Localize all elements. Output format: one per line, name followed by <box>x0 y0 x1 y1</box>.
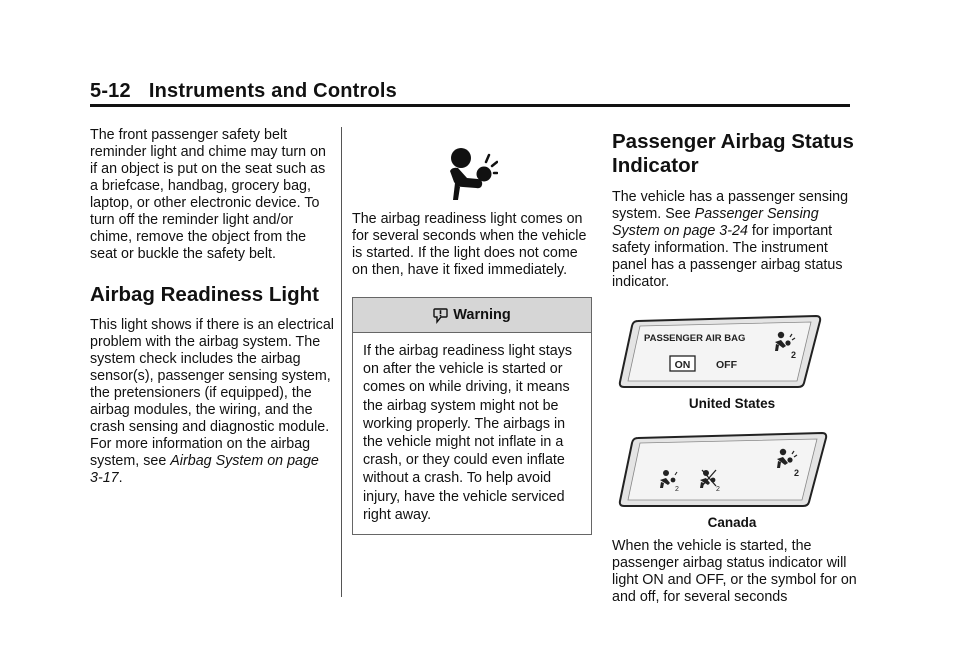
airbag-system-link[interactable]: Airbag System on page 3-17 <box>90 453 319 486</box>
us-seat-number: 2 <box>791 350 797 360</box>
column-divider <box>341 127 342 597</box>
section-title: Instruments and Controls <box>148 80 397 102</box>
column-middle <box>352 145 592 535</box>
warning-title: Warning <box>453 306 511 323</box>
us-status-panel <box>618 313 822 391</box>
canada-status-panel <box>618 430 828 510</box>
airbag-readiness-icon <box>446 145 498 203</box>
column-left <box>90 127 335 487</box>
warning-icon <box>433 307 448 324</box>
readiness-light-paragraph: The airbag readiness light comes on for several seconds when the vehicle is started. If the light does not come on then, have it fixed immediately. <box>352 211 587 278</box>
canada-caption: Canada <box>707 515 757 530</box>
passenger-sensing-link[interactable]: Passenger Sensing System on page 3-24 <box>612 206 819 239</box>
status-indicator-paragraph: When the vehicle is started, the passenger airbag status indicator will light ON and OFF, or the symbol for on and off, for several seconds <box>612 538 857 605</box>
canada-seat-number: 2 <box>794 468 800 478</box>
svg-text:2: 2 <box>675 486 679 493</box>
warning-header <box>353 298 591 333</box>
page-header <box>90 80 397 103</box>
warning-body: If the airbag readiness light stays on after the vehicle is started or comes on while driving, it means the airbag system might not be working properly. The airbags in the vehicle might not inflate in a crash, or they could even inflate without a crash. To help avoid injury, have the vehicle serviced right away. <box>363 343 573 523</box>
svg-text:2: 2 <box>716 486 720 493</box>
header-rule <box>90 104 850 107</box>
warning-box <box>352 297 592 535</box>
us-on-label: ON <box>674 359 691 371</box>
column-right <box>612 130 857 606</box>
passenger-airbag-heading: Passenger Airbag Status Indicator <box>612 130 854 177</box>
us-off-label: OFF <box>716 359 737 371</box>
us-caption: United States <box>688 396 776 411</box>
seatbelt-reminder-paragraph: The front passenger safety belt reminder light and chime may turn on if an object is put on the seat such as a briefcase, handbag, grocery bag, laptop, or other electronic device. To turn off the reminder light and/or chime, remove the object from the seat or buckle the safety belt. <box>90 127 327 262</box>
page-number: 5-12 <box>90 80 131 102</box>
passenger-sensing-paragraph: The vehicle has a passenger sensing system. See Passenger Sensing System on page 3-24 for important safety information. The instrument panel has a passenger airbag status indicator. <box>612 189 849 290</box>
airbag-readiness-heading: Airbag Readiness Light <box>90 283 319 306</box>
us-panel-label: PASSENGER AIR BAG <box>644 333 746 344</box>
airbag-readiness-paragraph: This light shows if there is an electrical problem with the airbag system. The system check includes the airbag sensor(s), passenger sensing system, the pretensioners (if equipped), the airbag modules, the wiring, and the crash sensing and diagnostic module. For more information on the airbag system, see Airbag System on page 3-17. <box>90 317 334 486</box>
